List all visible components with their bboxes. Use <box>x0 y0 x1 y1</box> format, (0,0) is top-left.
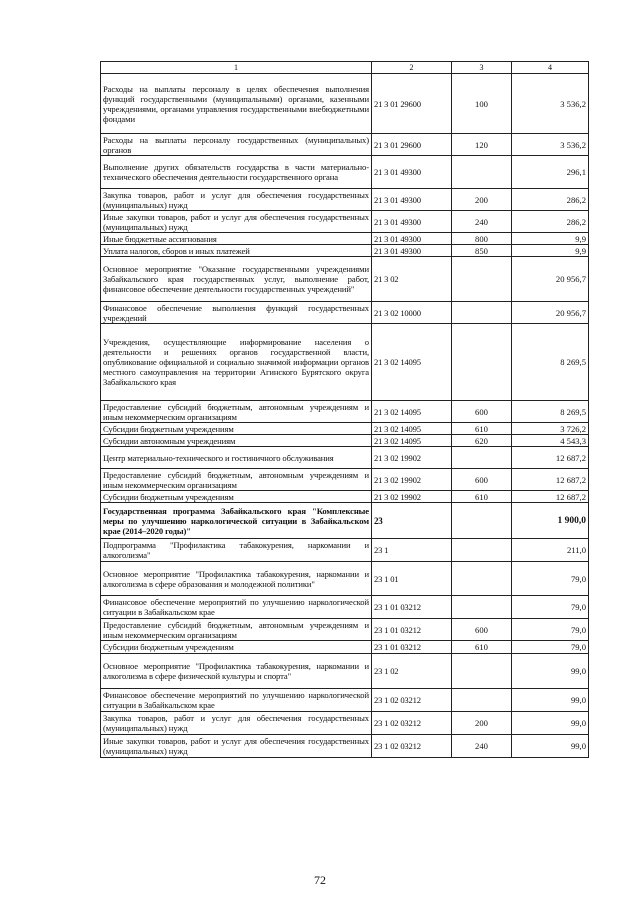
table-row <box>101 689 589 712</box>
row-expense-type-cell: 620 <box>452 435 512 447</box>
row-code-cell: 21 3 02 14095 <box>372 401 452 423</box>
row-amount-cell: 8 269,5 <box>512 401 589 423</box>
table-header <box>101 62 589 74</box>
row-expense-type-cell: 600 <box>452 401 512 423</box>
table-row <box>101 324 589 401</box>
row-code-cell: 23 1 <box>372 539 452 562</box>
row-name-cell: Основное мероприятие "Оказание государственными учреждениями Забайкальского края государственных услуг, выполнение работ, финансовое обеспечение деятельности государственных учреждений" <box>101 257 372 302</box>
row-amount-cell: 20 956,7 <box>512 257 589 302</box>
row-name-cell: Закупка товаров, работ и услуг для обеспечения государственных (муниципальных) нужд <box>101 189 372 211</box>
row-code-cell: 21 3 01 49300 <box>372 156 452 189</box>
column-header-code: 2 <box>372 62 452 74</box>
table-row <box>101 74 589 134</box>
row-code-cell: 21 3 02 <box>372 257 452 302</box>
row-name-cell: Субсидии бюджетным учреждениям <box>101 641 372 654</box>
table-row <box>101 257 589 302</box>
row-code-cell: 21 3 02 19902 <box>372 447 452 469</box>
row-code-cell: 23 1 02 <box>372 654 452 689</box>
row-name-cell: Предоставление субсидий бюджетным, автономным учреждениям и иным некоммерческим организациям <box>101 469 372 491</box>
table-row <box>101 401 589 423</box>
page-number: 72 <box>314 873 326 887</box>
row-amount-cell: 99,0 <box>512 735 589 758</box>
row-expense-type-cell <box>452 447 512 469</box>
row-name-cell: Субсидии автономным учреждениям <box>101 435 372 447</box>
row-amount-cell: 12 687,2 <box>512 447 589 469</box>
row-name-cell: Иные закупки товаров, работ и услуг для обеспечения государственных (муниципальных) нужд <box>101 735 372 758</box>
row-name-cell: Субсидии бюджетным учреждениям <box>101 423 372 435</box>
row-code-cell: 21 3 01 49300 <box>372 233 452 245</box>
row-name-cell: Предоставление субсидий бюджетным, автономным учреждениям и иным некоммерческим организациям <box>101 619 372 641</box>
row-code-cell: 21 3 01 29600 <box>372 74 452 134</box>
row-amount-cell: 3 536,2 <box>512 74 589 134</box>
row-expense-type-cell: 240 <box>452 735 512 758</box>
table-row <box>101 712 589 735</box>
table-row <box>101 503 589 539</box>
row-amount-cell: 99,0 <box>512 712 589 735</box>
row-name-cell: Центр материально-технического и гостиничного обслуживания <box>101 447 372 469</box>
row-name-cell: Иные бюджетные ассигнования <box>101 233 372 245</box>
table-row <box>101 245 589 257</box>
row-expense-type-cell <box>452 562 512 596</box>
table-row <box>101 596 589 619</box>
row-name-cell: Финансовое обеспечение мероприятий по улучшению наркологической ситуации в Забайкальском крае <box>101 689 372 712</box>
row-amount-cell: 296,1 <box>512 156 589 189</box>
row-name-cell: Государственная программа Забайкальского края "Комплексные меры по улучшению наркологической ситуации в Забайкальском крае (2014–2020 годы)" <box>101 503 372 539</box>
row-name-cell: Учреждения, осуществляющие информирование населения о деятельности и решениях органов государственной власти, опубликование официальной и социально значимой информации органов местного самоуправления на территории Агинского Бурятского округа Забайкальского края <box>101 324 372 401</box>
row-name-cell: Расходы на выплаты персоналу государственных (муниципальных) органов <box>101 134 372 156</box>
row-code-cell: 23 <box>372 503 452 539</box>
row-expense-type-cell: 800 <box>452 233 512 245</box>
table-row <box>101 233 589 245</box>
table-row <box>101 735 589 758</box>
table-row <box>101 491 589 503</box>
header-row <box>101 62 589 74</box>
row-name-cell: Закупка товаров, работ и услуг для обеспечения государственных (муниципальных) нужд <box>101 712 372 735</box>
row-amount-cell: 20 956,7 <box>512 302 589 324</box>
row-name-cell: Финансовое обеспечение мероприятий по улучшению наркологической ситуации в Забайкальском крае <box>101 596 372 619</box>
row-amount-cell: 286,2 <box>512 211 589 233</box>
row-expense-type-cell: 850 <box>452 245 512 257</box>
row-expense-type-cell: 240 <box>452 211 512 233</box>
row-name-cell: Субсидии бюджетным учреждениям <box>101 491 372 503</box>
row-amount-cell: 12 687,2 <box>512 491 589 503</box>
row-amount-cell: 12 687,2 <box>512 469 589 491</box>
row-expense-type-cell <box>452 654 512 689</box>
row-amount-cell: 9,9 <box>512 245 589 257</box>
row-expense-type-cell: 610 <box>452 641 512 654</box>
row-code-cell: 23 1 02 03212 <box>372 689 452 712</box>
row-name-cell: Подпрограмма "Профилактика табакокурения, наркомании и алкоголизма" <box>101 539 372 562</box>
row-amount-cell: 99,0 <box>512 654 589 689</box>
table-row <box>101 134 589 156</box>
table-row <box>101 435 589 447</box>
row-code-cell: 23 1 01 03212 <box>372 641 452 654</box>
table-row <box>101 469 589 491</box>
row-expense-type-cell <box>452 324 512 401</box>
column-header-name: 1 <box>101 62 372 74</box>
row-expense-type-cell <box>452 596 512 619</box>
row-expense-type-cell: 100 <box>452 74 512 134</box>
table-row <box>101 211 589 233</box>
column-header-expense-type: 3 <box>452 62 512 74</box>
row-name-cell: Финансовое обеспечение выполнения функций государственных учреждений <box>101 302 372 324</box>
row-code-cell: 23 1 01 03212 <box>372 596 452 619</box>
column-header-amount: 4 <box>512 62 589 74</box>
row-expense-type-cell: 600 <box>452 619 512 641</box>
row-amount-cell: 4 543,3 <box>512 435 589 447</box>
row-amount-cell: 79,0 <box>512 562 589 596</box>
row-name-cell: Уплата налогов, сборов и иных платежей <box>101 245 372 257</box>
budget-table <box>100 61 589 758</box>
row-code-cell: 23 1 01 <box>372 562 452 596</box>
row-expense-type-cell <box>452 257 512 302</box>
row-code-cell: 21 3 02 14095 <box>372 423 452 435</box>
row-code-cell: 23 1 02 03212 <box>372 712 452 735</box>
row-amount-cell: 3 726,2 <box>512 423 589 435</box>
row-amount-cell: 211,0 <box>512 539 589 562</box>
row-code-cell: 21 3 01 49300 <box>372 189 452 211</box>
row-name-cell: Предоставление субсидий бюджетным, автономным учреждениям и иным некоммерческим организациям <box>101 401 372 423</box>
row-amount-cell: 79,0 <box>512 619 589 641</box>
row-code-cell: 23 1 02 03212 <box>372 735 452 758</box>
row-expense-type-cell: 600 <box>452 469 512 491</box>
row-expense-type-cell: 200 <box>452 189 512 211</box>
table-row <box>101 562 589 596</box>
row-code-cell: 21 3 01 49300 <box>372 211 452 233</box>
row-code-cell: 21 3 02 14095 <box>372 435 452 447</box>
row-expense-type-cell: 120 <box>452 134 512 156</box>
row-name-cell: Выполнение других обязательств государства в части материально-технического обеспечения деятельности государственного органа <box>101 156 372 189</box>
table-row <box>101 641 589 654</box>
row-code-cell: 21 3 02 14095 <box>372 324 452 401</box>
row-amount-cell: 99,0 <box>512 689 589 712</box>
row-code-cell: 21 3 01 29600 <box>372 134 452 156</box>
row-name-cell: Основное мероприятие "Профилактика табакокурения, наркомании и алкоголизма в сфере физической культуры и спорта" <box>101 654 372 689</box>
row-amount-cell: 286,2 <box>512 189 589 211</box>
row-expense-type-cell <box>452 539 512 562</box>
row-code-cell: 21 3 02 19902 <box>372 491 452 503</box>
table-row <box>101 654 589 689</box>
row-expense-type-cell <box>452 302 512 324</box>
row-expense-type-cell: 610 <box>452 491 512 503</box>
row-code-cell: 21 3 02 19902 <box>372 469 452 491</box>
table-row <box>101 619 589 641</box>
table-row <box>101 423 589 435</box>
table-row <box>101 156 589 189</box>
row-expense-type-cell <box>452 689 512 712</box>
row-amount-cell: 8 269,5 <box>512 324 589 401</box>
row-name-cell: Иные закупки товаров, работ и услуг для обеспечения государственных (муниципальных) нужд <box>101 211 372 233</box>
row-amount-cell: 3 536,2 <box>512 134 589 156</box>
row-amount-cell: 1 900,0 <box>512 503 589 539</box>
row-amount-cell: 9,9 <box>512 233 589 245</box>
row-expense-type-cell <box>452 156 512 189</box>
table-body <box>101 74 589 758</box>
row-code-cell: 21 3 01 49300 <box>372 245 452 257</box>
row-code-cell: 23 1 01 03212 <box>372 619 452 641</box>
table-row <box>101 189 589 211</box>
row-name-cell: Основное мероприятие "Профилактика табакокурения, наркомании и алкоголизма в сфере образования и молодежной политики" <box>101 562 372 596</box>
table-row <box>101 447 589 469</box>
row-code-cell: 21 3 02 10000 <box>372 302 452 324</box>
row-name-cell: Расходы на выплаты персоналу в целях обеспечения выполнения функций государственными (муниципальными) органами, казенными учреждениями, органами управления государственными внебюджетными фондами <box>101 74 372 134</box>
table-row <box>101 539 589 562</box>
row-expense-type-cell <box>452 503 512 539</box>
row-expense-type-cell: 610 <box>452 423 512 435</box>
row-expense-type-cell: 200 <box>452 712 512 735</box>
table-row <box>101 302 589 324</box>
row-amount-cell: 79,0 <box>512 641 589 654</box>
row-amount-cell: 79,0 <box>512 596 589 619</box>
